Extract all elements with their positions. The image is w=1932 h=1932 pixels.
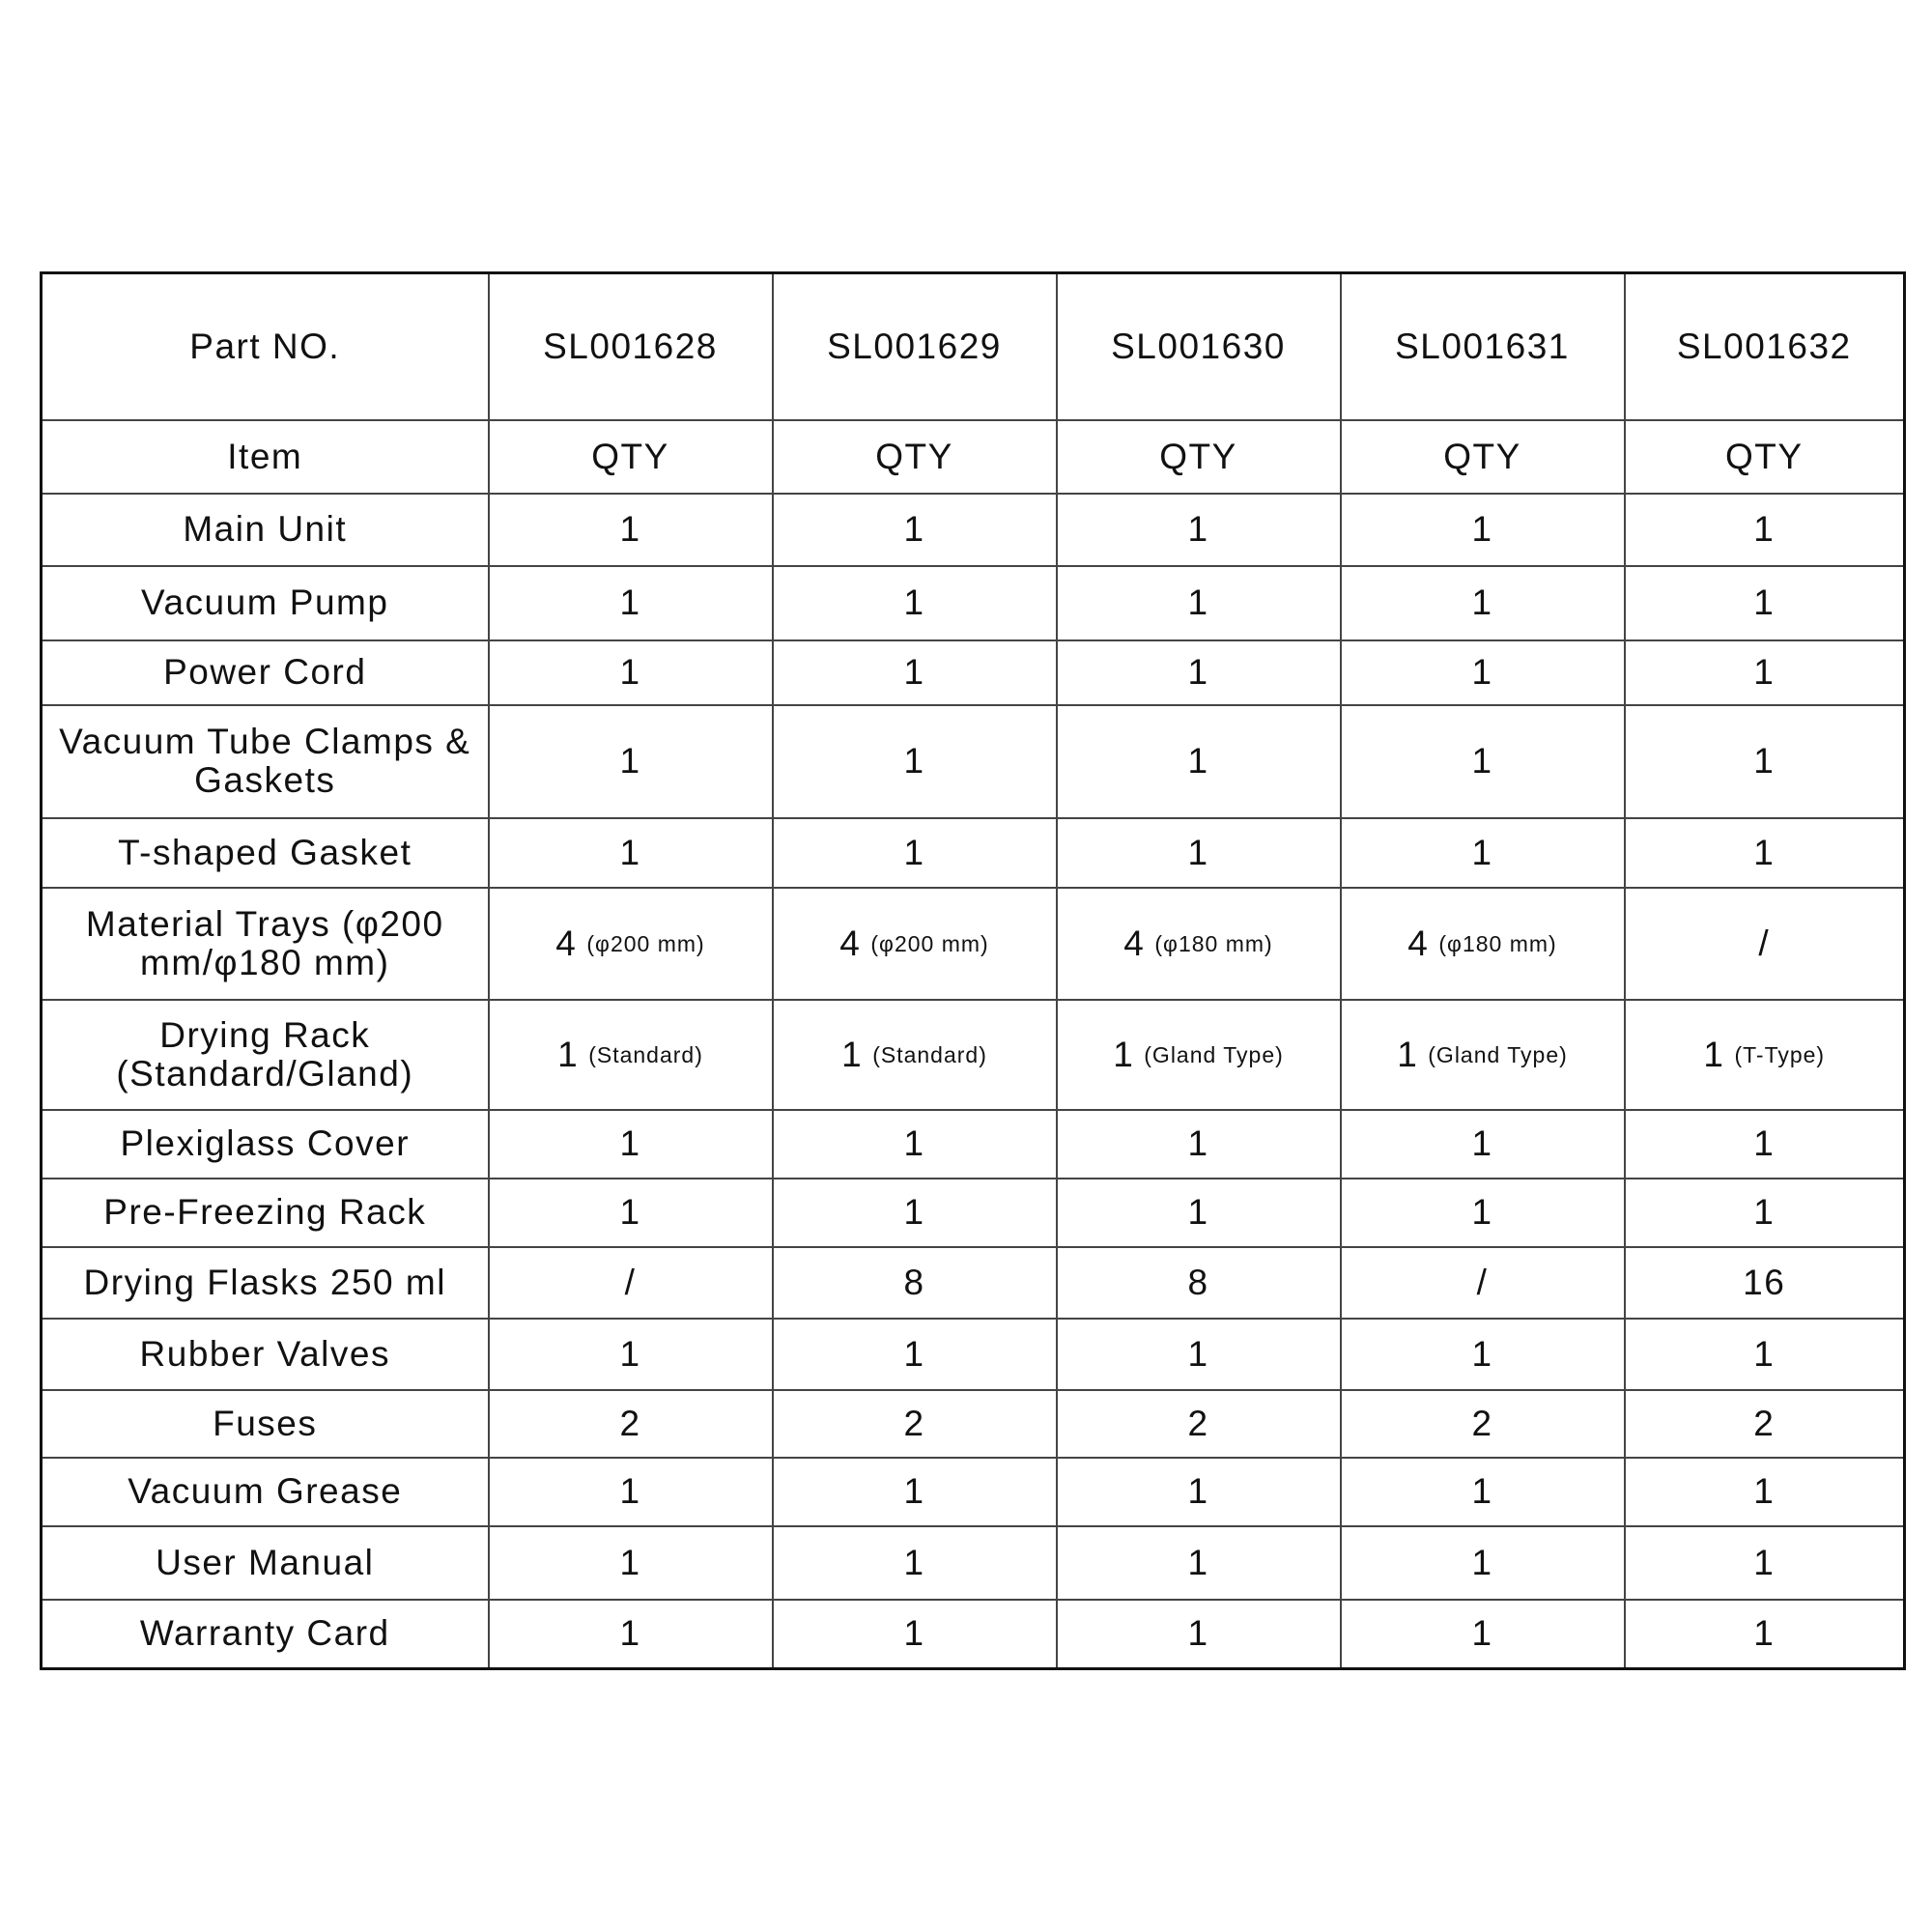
qty-cell bbox=[1057, 1458, 1341, 1526]
item-name-cell bbox=[42, 1110, 489, 1179]
qty-cell bbox=[1625, 1390, 1905, 1458]
qty-value: 1 bbox=[619, 582, 641, 622]
qty-cell bbox=[1625, 1110, 1905, 1179]
qty-value: 1 bbox=[903, 1542, 925, 1582]
table-row bbox=[42, 818, 1905, 888]
qty-value: 1 bbox=[619, 509, 641, 549]
qty-value: 1 bbox=[1187, 1542, 1209, 1582]
qty-value: 1 bbox=[1471, 652, 1493, 692]
qty-value: 1 bbox=[1187, 1613, 1209, 1654]
qty-cell bbox=[773, 1390, 1057, 1458]
qty-cell bbox=[489, 640, 773, 705]
qty-value: 1 bbox=[1471, 741, 1493, 781]
qty-value: 1 bbox=[619, 652, 641, 692]
parts-table-container bbox=[40, 271, 1903, 1670]
subheader-row bbox=[42, 420, 1905, 494]
qty-cell bbox=[773, 1179, 1057, 1247]
qty-value: 2 bbox=[1187, 1403, 1209, 1443]
qty-value: 1 bbox=[1753, 1542, 1776, 1582]
qty-value: 1 bbox=[1753, 652, 1776, 692]
qty-cell bbox=[1057, 1110, 1341, 1179]
qty-value: 1 bbox=[1753, 1471, 1776, 1511]
qty-value: 1 bbox=[1187, 832, 1209, 872]
qty-value: 1 bbox=[1187, 582, 1209, 622]
qty-value: 1 bbox=[1187, 1333, 1209, 1374]
qty-cell bbox=[1057, 1319, 1341, 1390]
qty-value: 1 bbox=[903, 832, 925, 872]
qty-cell bbox=[773, 1000, 1057, 1110]
qty-value: 1 bbox=[619, 1471, 641, 1511]
qty-value: 1 bbox=[1753, 1123, 1776, 1163]
qty-value: 1 bbox=[1753, 1192, 1776, 1232]
qty-cell bbox=[1625, 818, 1905, 888]
item-name-cell bbox=[42, 1319, 489, 1390]
qty-cell bbox=[489, 1600, 773, 1669]
header-row bbox=[42, 273, 1905, 420]
qty-cell bbox=[489, 494, 773, 566]
qty-cell bbox=[773, 705, 1057, 818]
qty-cell bbox=[773, 1600, 1057, 1669]
qty-cell bbox=[1625, 1000, 1905, 1110]
qty-column-label: QTY bbox=[1625, 420, 1905, 494]
qty-value: 1 bbox=[903, 1471, 925, 1511]
qty-cell bbox=[1625, 705, 1905, 818]
item-name-cell bbox=[42, 1247, 489, 1319]
item-name: Vacuum Pump bbox=[141, 582, 389, 622]
table-row bbox=[42, 494, 1905, 566]
item-name: Plexiglass Cover bbox=[120, 1123, 411, 1163]
item-name-cell bbox=[42, 888, 489, 1000]
item-name: Material Trays (φ200 mm/φ180 mm) bbox=[85, 903, 444, 982]
item-name: Vacuum Tube Clamps & Gaskets bbox=[59, 722, 471, 800]
qty-cell bbox=[1625, 640, 1905, 705]
qty-note: (Gland Type) bbox=[1428, 1041, 1568, 1067]
table-row bbox=[42, 1600, 1905, 1669]
part-number: SL001632 bbox=[1625, 273, 1905, 420]
qty-note: (Standard) bbox=[872, 1041, 987, 1067]
part-number: SL001628 bbox=[489, 273, 773, 420]
qty-value: 1 bbox=[1753, 1333, 1776, 1374]
qty-cell bbox=[773, 1458, 1057, 1526]
qty-value: 1 bbox=[1753, 741, 1776, 781]
qty-cell bbox=[1057, 705, 1341, 818]
item-name: Drying Flasks 250 ml bbox=[83, 1262, 446, 1302]
qty-cell bbox=[489, 1179, 773, 1247]
qty-cell bbox=[773, 640, 1057, 705]
qty-value: 1 bbox=[1471, 582, 1493, 622]
qty-note: (φ180 mm) bbox=[1154, 930, 1273, 956]
qty-cell bbox=[1625, 566, 1905, 640]
qty-cell bbox=[489, 1000, 773, 1110]
table-row bbox=[42, 705, 1905, 818]
qty-cell bbox=[773, 818, 1057, 888]
qty-cell bbox=[1341, 1247, 1625, 1319]
qty-note: (T-Type) bbox=[1734, 1041, 1826, 1067]
qty-cell bbox=[1625, 1526, 1905, 1600]
qty-value: 1 bbox=[619, 741, 641, 781]
qty-value: 1 bbox=[1703, 1034, 1725, 1074]
item-name-cell bbox=[42, 1458, 489, 1526]
qty-value: 1 bbox=[903, 652, 925, 692]
item-name: Power Cord bbox=[163, 652, 367, 692]
qty-cell bbox=[1341, 1390, 1625, 1458]
item-name-cell bbox=[42, 1179, 489, 1247]
qty-cell bbox=[773, 1247, 1057, 1319]
qty-value: 1 bbox=[1471, 832, 1493, 872]
qty-value: 1 bbox=[1471, 1192, 1493, 1232]
qty-cell bbox=[1625, 888, 1905, 1000]
qty-cell bbox=[773, 1110, 1057, 1179]
qty-cell bbox=[489, 1319, 773, 1390]
item-name: Pre-Freezing Rack bbox=[103, 1192, 427, 1232]
part-number: SL001629 bbox=[773, 273, 1057, 420]
qty-value: 1 bbox=[619, 1613, 641, 1654]
item-name-cell bbox=[42, 566, 489, 640]
qty-cell bbox=[1057, 494, 1341, 566]
qty-cell bbox=[489, 818, 773, 888]
qty-value: 4 bbox=[1407, 923, 1430, 963]
qty-value: 1 bbox=[1471, 1613, 1493, 1654]
item-name: T-shaped Gasket bbox=[118, 832, 412, 872]
qty-value: 2 bbox=[619, 1403, 641, 1443]
qty-cell bbox=[1341, 1526, 1625, 1600]
qty-value: / bbox=[1476, 1262, 1489, 1302]
qty-value: 1 bbox=[1187, 741, 1209, 781]
qty-value: 1 bbox=[619, 1333, 641, 1374]
qty-cell bbox=[489, 1390, 773, 1458]
qty-value: 1 bbox=[1397, 1034, 1419, 1074]
table-row bbox=[42, 1390, 1905, 1458]
qty-cell bbox=[1625, 1247, 1905, 1319]
qty-cell bbox=[489, 1458, 773, 1526]
qty-value: / bbox=[624, 1262, 637, 1302]
item-name-cell bbox=[42, 818, 489, 888]
qty-value: 2 bbox=[1471, 1403, 1493, 1443]
qty-cell bbox=[1341, 1000, 1625, 1110]
qty-cell bbox=[489, 1247, 773, 1319]
item-name-cell bbox=[42, 1000, 489, 1110]
qty-cell bbox=[1057, 1526, 1341, 1600]
item-name-cell bbox=[42, 494, 489, 566]
table-row bbox=[42, 566, 1905, 640]
item-name: Main Unit bbox=[183, 509, 348, 549]
table-row bbox=[42, 1247, 1905, 1319]
table-row bbox=[42, 1179, 1905, 1247]
qty-cell bbox=[1057, 1179, 1341, 1247]
qty-value: 1 bbox=[619, 1123, 641, 1163]
qty-value: 1 bbox=[903, 1333, 925, 1374]
qty-value: 1 bbox=[1471, 1333, 1493, 1374]
qty-cell bbox=[1625, 1179, 1905, 1247]
qty-value: 2 bbox=[903, 1403, 925, 1443]
table-row bbox=[42, 1000, 1905, 1110]
qty-cell bbox=[489, 1110, 773, 1179]
qty-value: 1 bbox=[1753, 832, 1776, 872]
qty-column-label: QTY bbox=[773, 420, 1057, 494]
qty-value: 1 bbox=[1471, 509, 1493, 549]
qty-cell bbox=[773, 566, 1057, 640]
qty-value: 4 bbox=[555, 923, 578, 963]
qty-note: (φ180 mm) bbox=[1438, 930, 1557, 956]
qty-value: 1 bbox=[557, 1034, 580, 1074]
qty-value: 1 bbox=[619, 832, 641, 872]
qty-cell bbox=[1625, 494, 1905, 566]
qty-note: (φ200 mm) bbox=[586, 930, 705, 956]
qty-cell bbox=[773, 1526, 1057, 1600]
qty-cell bbox=[1341, 1110, 1625, 1179]
item-column-label: Item bbox=[42, 420, 489, 494]
qty-cell bbox=[1341, 1600, 1625, 1669]
table-row bbox=[42, 1458, 1905, 1526]
qty-column-label: QTY bbox=[1057, 420, 1341, 494]
item-name-cell bbox=[42, 640, 489, 705]
qty-cell bbox=[1057, 1600, 1341, 1669]
item-name-cell bbox=[42, 1600, 489, 1669]
qty-cell bbox=[1341, 1458, 1625, 1526]
qty-cell bbox=[773, 494, 1057, 566]
qty-cell bbox=[1625, 1458, 1905, 1526]
item-name-cell bbox=[42, 705, 489, 818]
qty-value: 1 bbox=[1753, 1613, 1776, 1654]
qty-note: (Gland Type) bbox=[1144, 1041, 1284, 1067]
parts-table bbox=[40, 271, 1906, 1670]
qty-value: 2 bbox=[1753, 1403, 1776, 1443]
table-row bbox=[42, 1526, 1905, 1600]
table-row bbox=[42, 1319, 1905, 1390]
item-name-cell bbox=[42, 1526, 489, 1600]
item-name: Warranty Card bbox=[139, 1613, 390, 1654]
qty-cell bbox=[1341, 494, 1625, 566]
table-row bbox=[42, 640, 1905, 705]
qty-value: 1 bbox=[903, 582, 925, 622]
qty-cell bbox=[1057, 888, 1341, 1000]
qty-cell bbox=[773, 1319, 1057, 1390]
part-number: SL001631 bbox=[1341, 273, 1625, 420]
qty-cell bbox=[1625, 1319, 1905, 1390]
qty-cell bbox=[1057, 818, 1341, 888]
qty-cell bbox=[489, 1526, 773, 1600]
qty-value: 1 bbox=[1471, 1542, 1493, 1582]
item-name: Drying Rack (Standard/Gland) bbox=[116, 1014, 414, 1094]
qty-value: 1 bbox=[903, 1613, 925, 1654]
qty-cell bbox=[489, 705, 773, 818]
qty-value: 1 bbox=[1113, 1034, 1135, 1074]
qty-cell bbox=[1341, 888, 1625, 1000]
qty-value: 1 bbox=[1187, 1471, 1209, 1511]
qty-value: 1 bbox=[1753, 509, 1776, 549]
qty-cell bbox=[1057, 566, 1341, 640]
qty-value: / bbox=[1758, 923, 1771, 963]
item-name: Fuses bbox=[213, 1403, 318, 1443]
qty-value: 1 bbox=[1187, 652, 1209, 692]
qty-cell bbox=[1057, 1000, 1341, 1110]
qty-value: 1 bbox=[1471, 1471, 1493, 1511]
qty-value: 1 bbox=[1753, 582, 1776, 622]
table-row bbox=[42, 1110, 1905, 1179]
qty-cell bbox=[1341, 640, 1625, 705]
qty-value: 1 bbox=[1187, 1192, 1209, 1232]
qty-cell bbox=[1341, 818, 1625, 888]
qty-column-label: QTY bbox=[1341, 420, 1625, 494]
item-name: Vacuum Grease bbox=[128, 1471, 403, 1511]
item-name: User Manual bbox=[156, 1542, 375, 1582]
qty-value: 1 bbox=[903, 1123, 925, 1163]
qty-cell bbox=[773, 888, 1057, 1000]
qty-cell bbox=[489, 888, 773, 1000]
item-name-cell bbox=[42, 1390, 489, 1458]
qty-value: 1 bbox=[1187, 1123, 1209, 1163]
qty-value: 1 bbox=[1187, 509, 1209, 549]
qty-cell bbox=[1341, 566, 1625, 640]
qty-value: 16 bbox=[1743, 1262, 1786, 1302]
qty-cell bbox=[1341, 705, 1625, 818]
qty-cell bbox=[489, 566, 773, 640]
qty-value: 1 bbox=[619, 1542, 641, 1582]
qty-column-label: QTY bbox=[489, 420, 773, 494]
qty-cell bbox=[1057, 1247, 1341, 1319]
qty-value: 4 bbox=[1123, 923, 1146, 963]
qty-value: 1 bbox=[903, 509, 925, 549]
qty-note: (φ200 mm) bbox=[870, 930, 989, 956]
qty-value: 8 bbox=[1187, 1262, 1209, 1302]
qty-cell bbox=[1057, 1390, 1341, 1458]
qty-value: 1 bbox=[903, 741, 925, 781]
qty-cell bbox=[1057, 640, 1341, 705]
qty-value: 4 bbox=[839, 923, 862, 963]
qty-cell bbox=[1341, 1179, 1625, 1247]
qty-value: 8 bbox=[903, 1262, 925, 1302]
qty-note: (Standard) bbox=[588, 1041, 703, 1067]
part-number: SL001630 bbox=[1057, 273, 1341, 420]
qty-value: 1 bbox=[619, 1192, 641, 1232]
qty-cell bbox=[1625, 1600, 1905, 1669]
qty-value: 1 bbox=[841, 1034, 864, 1074]
qty-cell bbox=[1341, 1319, 1625, 1390]
qty-value: 1 bbox=[903, 1192, 925, 1232]
part-no-label: Part NO. bbox=[42, 273, 489, 420]
qty-value: 1 bbox=[1471, 1123, 1493, 1163]
item-name: Rubber Valves bbox=[139, 1333, 390, 1374]
table-row bbox=[42, 888, 1905, 1000]
